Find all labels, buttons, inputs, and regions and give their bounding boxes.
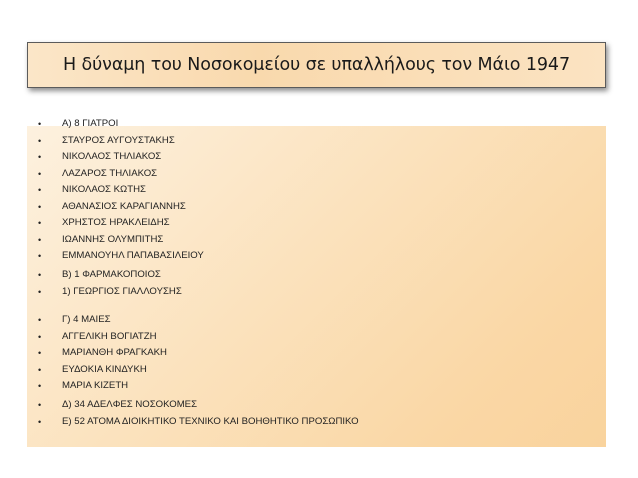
list-item-label: ΣΤΑΥΡΟΣ ΑΥΓΟΥΣΤΑΚΗΣ xyxy=(62,134,175,146)
bullet-marker: • xyxy=(38,416,42,427)
bullet-marker: • xyxy=(38,331,42,342)
list-item-label: ΙΩΑΝΝΗΣ ΟΛΥΜΠΙΤΗΣ xyxy=(62,233,164,245)
bullet-marker: • xyxy=(38,381,42,391)
list-item-label: ΑΓΓΕΛΙΚΗ ΒΟΓΙΑΤΖΗ xyxy=(62,330,157,342)
list-item-label: 1) ΓΕΩΡΓΙΟΣ ΓΙΑΛΛΟΥΣΗΣ xyxy=(62,285,182,297)
list-item-label: Α) 8 ΓΙΑΤΡΟΙ xyxy=(62,118,119,129)
bullet-marker: • xyxy=(38,135,42,146)
bullet-marker: • xyxy=(38,400,42,410)
list-item-label: ΜΑΡΙΑ ΚΙΖΕΤΗ xyxy=(62,380,129,391)
list-item-label: Β) 1 ΦΑΡΜΑΚΟΠΟΙΟΣ xyxy=(62,269,161,280)
bullet-marker: • xyxy=(38,201,42,212)
bullet-marker: • xyxy=(38,218,42,228)
list-item-label: Ε) 52 ΑΤΟΜΑ ΔΙΟΙΚΗΤΙΚΟ ΤΕΧΝΙΚΟ ΚΑΙ ΒΟΗΘΗΤΙΚΟ ΠΡΟΣΩΠΙΚΟ xyxy=(62,415,359,427)
list-item-label: ΝΙΚΟΛΑΟΣ ΤΗΛΙΑΚΟΣ xyxy=(62,151,162,162)
list-item-label: ΕΜΜΑΝΟΥΗΛ ΠΑΠΑΒΑΣΙΛΕΙΟΥ xyxy=(62,250,204,261)
bullet-marker: • xyxy=(38,286,42,297)
bullet-marker: • xyxy=(38,152,42,162)
bullet-marker: • xyxy=(38,168,42,179)
bullet-marker: • xyxy=(38,185,42,195)
bullet-marker: • xyxy=(38,119,42,129)
title-box xyxy=(27,42,606,88)
bullet-marker: • xyxy=(38,270,42,280)
list-item-label: ΕΥΔΟΚΙΑ ΚΙΝΔΥΚΗ xyxy=(62,363,147,375)
bullet-marker: • xyxy=(38,234,42,245)
list-item-label: ΧΡΗΣΤΟΣ ΗΡΑΚΛΕΙΔΗΣ xyxy=(62,217,170,228)
bullet-marker: • xyxy=(38,315,42,325)
bullet-marker: • xyxy=(38,348,42,358)
list-item-label: Δ) 34 ΑΔΕΛΦΕΣ ΝΟΣΟΚΟΜΕΣ xyxy=(62,399,198,410)
bullet-marker: • xyxy=(38,364,42,375)
list-item-label: ΛΑΖΑΡΟΣ ΤΗΛΙΑΚΟΣ xyxy=(62,167,158,179)
list-item-label: ΑΘΑΝΑΣΙΟΣ ΚΑΡΑΓΙΑΝΝΗΣ xyxy=(62,200,186,212)
slide-title: Η δύναμη του Νοσοκομείου σε υπαλλήλους τον Μάιο 1947 xyxy=(63,55,570,75)
list-item-label: ΝΙΚΟΛΑΟΣ ΚΩΤΗΣ xyxy=(62,184,146,195)
bullet-marker: • xyxy=(38,251,42,261)
list-item-label: Γ) 4 ΜΑΙΕΣ xyxy=(62,314,111,325)
list-item-label: ΜΑΡΙΑΝΘΗ ΦΡΑΓΚΑΚΗ xyxy=(62,347,167,358)
